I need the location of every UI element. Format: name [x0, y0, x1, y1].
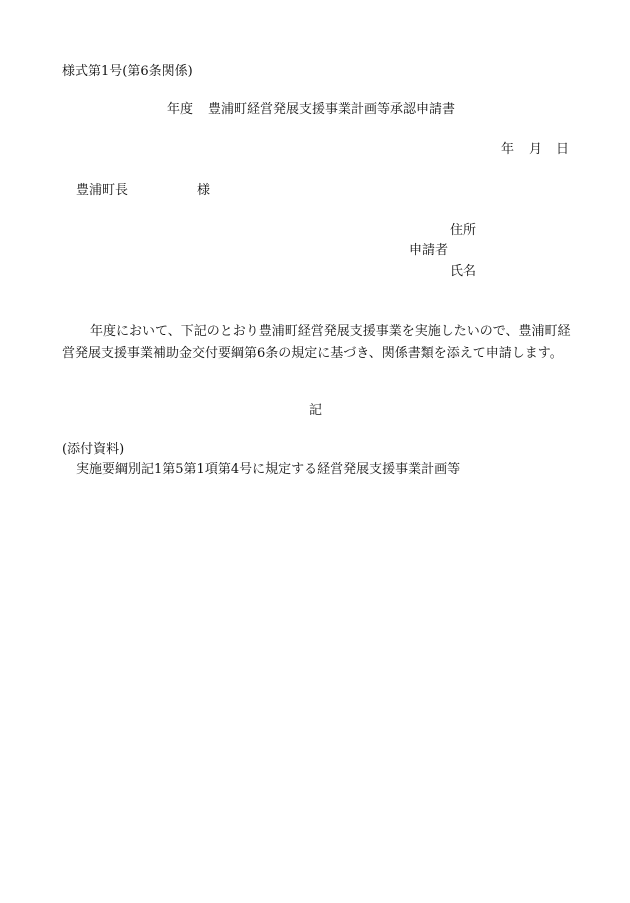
attachments-heading: (添付資料) — [62, 442, 125, 457]
addressee-honorific: 様 — [197, 183, 211, 198]
addressee-name: 豊浦町長 — [76, 183, 129, 198]
title-year-label: 年度 — [167, 102, 194, 117]
applicant-label: 申請者 — [409, 243, 449, 258]
date-day: 日 — [556, 142, 570, 157]
body-paragraph: 年度において、下記のとおり豊浦町経営発展支援事業を実施したいので、豊浦町経営発展支援事業補助金交付要綱第6条の規定に基づき、関係書類を添えて申請します。 — [62, 324, 571, 361]
applicant-name-label: 氏名 — [450, 264, 477, 279]
form-number: 様式第1号(第6条関係) — [62, 64, 193, 79]
date-month: 月 — [529, 142, 543, 157]
attachment-item: 実施要綱別記1第5第1項第4号に規定する経営発展支援事業計画等 — [76, 462, 461, 477]
applicant-address-label: 住所 — [450, 223, 477, 238]
date-year: 年 — [501, 142, 515, 157]
ki-heading: 記 — [309, 403, 323, 418]
page-title: 豊浦町経営発展支援事業計画等承認申請書 — [208, 102, 456, 117]
